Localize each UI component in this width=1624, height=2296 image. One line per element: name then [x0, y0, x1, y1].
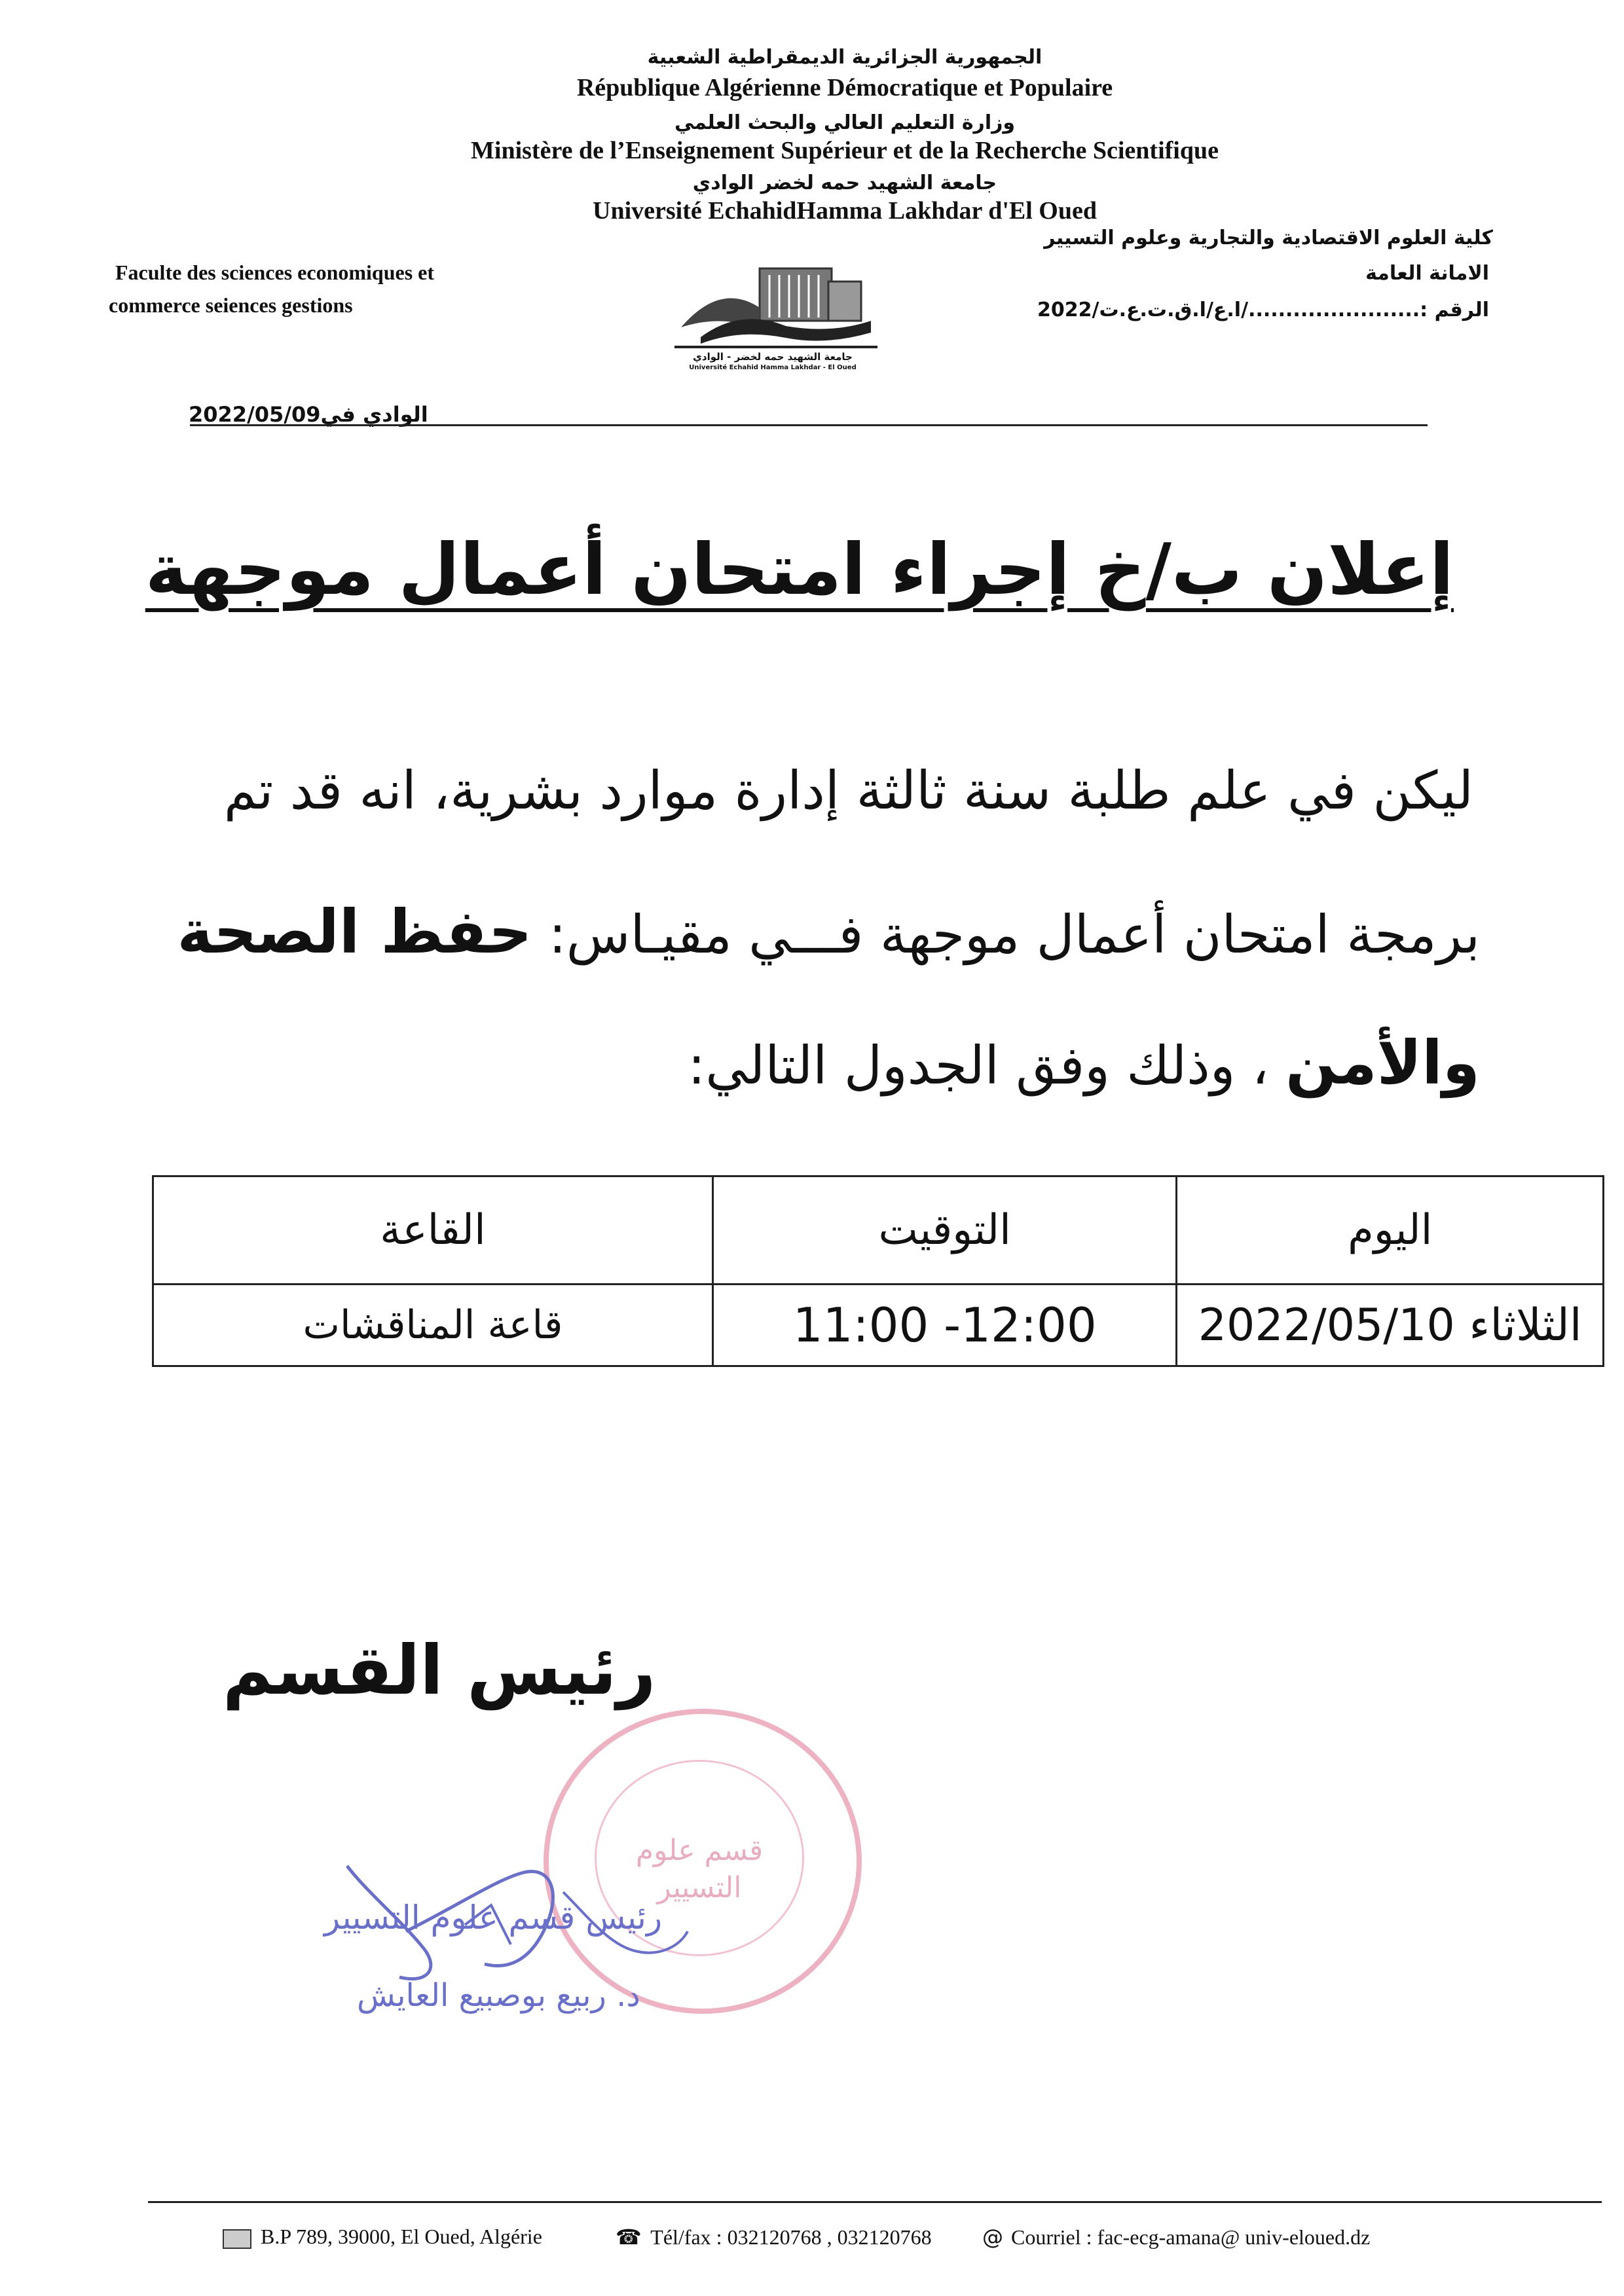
signed-role: رئيس قسم علوم التسيير: [324, 1899, 663, 1937]
footer-address-text: B.P 789, 39000, El Oued, Algérie: [261, 2225, 542, 2248]
body-line-2: [177, 897, 1481, 967]
body-line-3: [688, 1028, 1480, 1098]
announcement-title: إعلان ب/خ إجراء امتحان أعمال موجهة: [145, 529, 1454, 611]
header-fr-republic: République Algérienne Démocratique et Populaire: [576, 74, 1113, 101]
signature-title: رئيس القسم: [223, 1630, 656, 1710]
header-ar-university: جامعة الشهيد حمه لخضر الوادي: [692, 172, 997, 194]
header-fr-university: Université EchahidHamma Lakhdar d'El Oued: [593, 197, 1097, 225]
signed-name: د. ربيع بوصبيع العايش: [357, 1977, 640, 2014]
university-building-icon: [661, 255, 884, 354]
module-name-part2: والأمن: [1285, 1028, 1480, 1098]
header-room: القاعة: [153, 1176, 713, 1285]
footer-email-text: Courriel : fac-ecg-amana@ univ-eloued.dz: [1011, 2225, 1371, 2249]
footer-divider: [148, 2201, 1602, 2203]
stamp-text: قسم علوم التسيير: [635, 1834, 764, 1905]
body-line-1: ليكن في علم طلبة سنة ثالثة إدارة موارد بشرية، انه قد تم: [223, 760, 1473, 821]
header-fr-ministry: Ministère de l’Enseignement Supérieur et de la Recherche Scientifique: [471, 137, 1219, 164]
header-divider: [190, 424, 1428, 426]
table-header-row: [153, 1176, 1604, 1285]
cell-day: الثلاثاء 2022/05/10: [1177, 1285, 1604, 1366]
module-name-part1: حفظ الصحة: [177, 897, 532, 967]
phone-icon: ☎: [616, 2225, 642, 2250]
table-row: [153, 1285, 1604, 1366]
footer-phone: [616, 2225, 932, 2250]
university-logo: [661, 255, 884, 373]
logo-caption-ar: جامعة الشهيد حمه لخضر - الوادي: [693, 351, 853, 363]
logo-caption-fr: Université Echahid Hamma Lakhdar - El Oued: [689, 364, 857, 371]
mail-icon: [223, 2229, 251, 2249]
header-ar-faculty: كلية العلوم الاقتصادية والتجارية وعلوم التسيير: [1044, 227, 1493, 249]
header-ar-ministry: وزارة التعليم العالي والبحث العلمي: [674, 111, 1016, 134]
schedule-table: [152, 1175, 1604, 1367]
cell-time: 11:00 -12:00: [712, 1285, 1177, 1366]
header-day: اليوم: [1177, 1176, 1604, 1285]
header-fr-faculty-line2: commerce seiences gestions: [109, 293, 353, 317]
body-line-3-text: ، وذلك وفق الجدول التالي:: [688, 1035, 1269, 1096]
footer-email: [982, 2225, 1370, 2250]
header-ar-republic: الجمهورية الجزائرية الديمقراطية الشعبية: [647, 46, 1043, 69]
header-ar-secretariat: الامانة العامة: [1365, 262, 1489, 285]
cell-room: قاعة المناقشات: [153, 1285, 713, 1366]
body-line-2-text: برمجة امتحان أعمال موجهة فـــي مقيـاس:: [548, 904, 1480, 965]
at-icon: @: [982, 2225, 1003, 2250]
footer-phone-text: Tél/fax : 032120768 , 032120768: [650, 2225, 932, 2249]
date-line: الوادي في2022/05/09: [189, 402, 428, 427]
footer-address: [223, 2225, 542, 2249]
header-time: التوقيت: [712, 1176, 1177, 1285]
header-ar-reference: الرقم :......................./ا.ع/ا.ق.ت.ع.ت/2022: [1037, 299, 1489, 321]
header-fr-faculty-line1: Faculte des sciences economiques et: [115, 261, 435, 284]
